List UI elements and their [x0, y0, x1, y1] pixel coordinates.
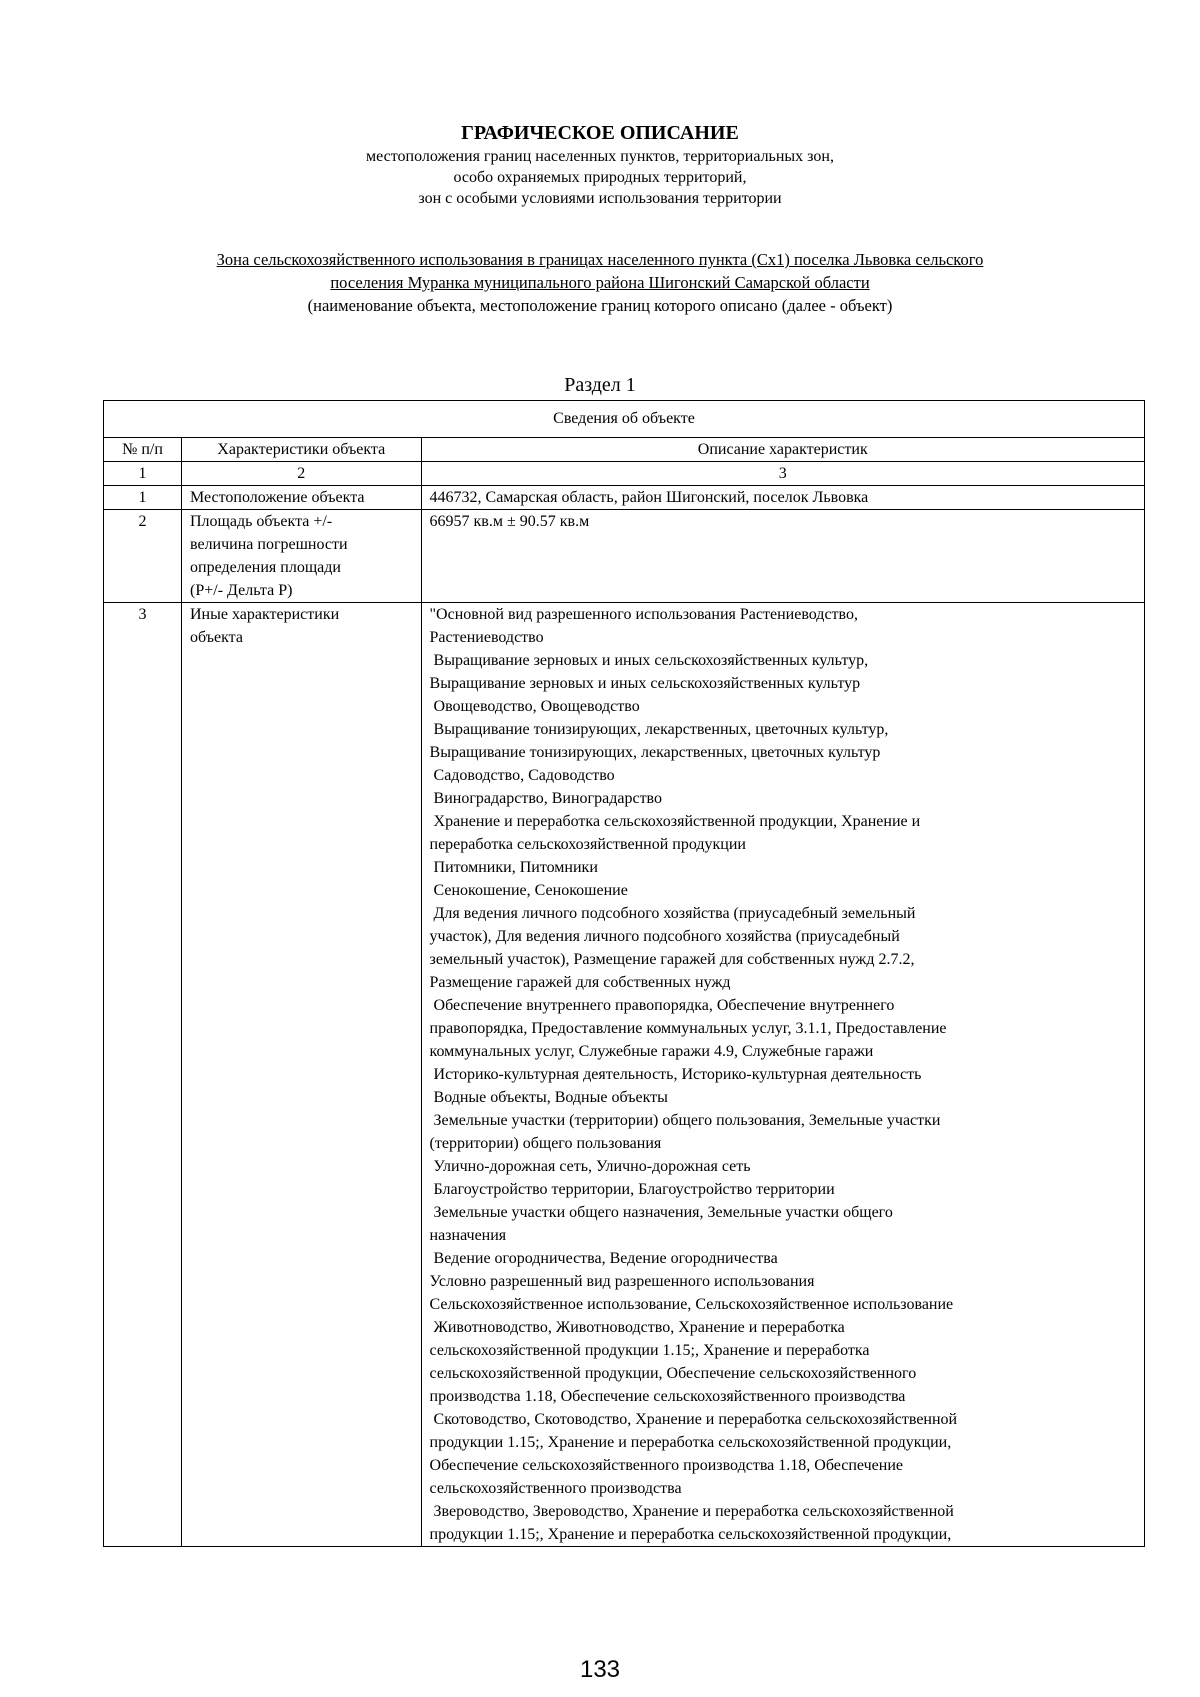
- row-description-line: (территории) общего пользования: [429, 1135, 662, 1152]
- object-name-note: (наименование объекта, местоположение границ которого описано (далее - объект): [307, 296, 893, 315]
- subtitle-line: зон с особыми условиями использования территории: [418, 190, 782, 207]
- row-description-line: Обеспечение внутреннего правопорядка, Обеспечение внутреннего: [429, 997, 895, 1014]
- row-description-line: Земельные участки общего назначения, Земельные участки общего: [429, 1204, 893, 1221]
- object-name-block: [0, 248, 1200, 317]
- row-description-line: Звероводство, Звероводство, Хранение и переработка сельскохозяйственной: [429, 1503, 954, 1520]
- row-number: 2: [104, 510, 182, 603]
- row-characteristic-line: Иные характеристики: [190, 606, 340, 623]
- row-description-line: правопорядка, Предоставление коммунальных услуг, 3.1.1, Предоставление: [429, 1020, 947, 1037]
- row-description-line: Улично-дорожная сеть, Улично-дорожная сеть: [429, 1158, 751, 1175]
- row-description-line: 66957 кв.м ± 90.57 кв.м: [429, 513, 590, 530]
- row-description-line: Земельные участки (территории) общего пользования, Земельные участки: [429, 1112, 941, 1129]
- row-characteristic: [182, 486, 422, 510]
- row-description-line: сельскохозяйственного производства: [429, 1480, 682, 1497]
- object-name-line: поселения Муранка муниципального района Шигонский Самарской области: [330, 273, 870, 292]
- row-description-line: назначения: [429, 1227, 507, 1244]
- column-number: 2: [182, 462, 422, 486]
- column-header-description: Описание характеристик: [421, 438, 1144, 462]
- row-description-line: Хранение и переработка сельскохозяйственной продукции, Хранение и: [429, 813, 921, 830]
- row-description-line: Обеспечение сельскохозяйственного производства 1.18, Обеспечение: [429, 1457, 903, 1474]
- object-info-table: [103, 400, 1145, 1547]
- row-description-line: коммунальных услуг, Служебные гаражи 4.9, Служебные гаражи: [429, 1043, 874, 1060]
- row-description-line: переработка сельскохозяйственной продукции: [429, 836, 746, 853]
- row-number: 1: [104, 486, 182, 510]
- row-description-line: Сенокошение, Сенокошение: [429, 882, 628, 899]
- row-description-line: 446732, Самарская область, район Шигонский, поселок Львовка: [429, 489, 869, 506]
- row-description-line: Скотоводство, Скотоводство, Хранение и переработка сельскохозяйственной: [429, 1411, 958, 1428]
- row-description-line: Животноводство, Животноводство, Хранение и переработка: [429, 1319, 845, 1336]
- row-description: [421, 510, 1144, 603]
- table-caption: Сведения об объекте: [104, 401, 1145, 438]
- table-row: [104, 510, 1145, 603]
- row-description-line: сельскохозяйственной продукции 1.15;, Хранение и переработка: [429, 1342, 870, 1359]
- row-characteristic-line: (P+/- Дельта P): [190, 582, 293, 599]
- table-header-row: [104, 438, 1145, 462]
- document-title: ГРАФИЧЕСКОЕ ОПИСАНИЕ: [461, 122, 739, 144]
- row-description-line: земельный участок), Размещение гаражей для собственных нужд 2.7.2,: [429, 951, 915, 968]
- column-number-row: [104, 462, 1145, 486]
- row-description-line: Выращивание тонизирующих, лекарственных, цветочных культур: [429, 744, 881, 761]
- row-description-line: Сельскохозяйственное использование, Сельскохозяйственное использование: [429, 1296, 954, 1313]
- column-header-number: № п/п: [104, 438, 182, 462]
- table-row: [104, 603, 1145, 1547]
- row-characteristic-line: величина погрешности: [190, 536, 348, 553]
- row-description-line: Растениеводство: [429, 629, 544, 646]
- object-name-line: Зона сельскохозяйственного использования в границах населенного пункта (Сх1) поселка Львовка сельского: [216, 250, 984, 269]
- column-number: 1: [104, 462, 182, 486]
- table-row: [104, 486, 1145, 510]
- subtitle-line: особо охраняемых природных территорий,: [453, 169, 747, 186]
- row-description-line: продукции 1.15;, Хранение и переработка сельскохозяйственной продукции,: [429, 1526, 952, 1543]
- document-header: [0, 120, 1200, 209]
- row-description-line: Выращивание тонизирующих, лекарственных, цветочных культур,: [429, 721, 889, 738]
- row-description-line: Размещение гаражей для собственных нужд: [429, 974, 731, 991]
- row-description-line: "Основной вид разрешенного использования Растениеводство,: [429, 606, 858, 623]
- row-characteristic-line: определения площади: [190, 559, 341, 576]
- row-description-line: Ведение огородничества, Ведение огородничества: [429, 1250, 778, 1267]
- page-number: 133: [579, 1656, 621, 1683]
- row-characteristic: [182, 603, 422, 1547]
- row-characteristic: [182, 510, 422, 603]
- row-description-line: Овощеводство, Овощеводство: [429, 698, 640, 715]
- row-description-line: участок), Для ведения личного подсобного хозяйства (приусадебный: [429, 928, 900, 945]
- row-characteristic-line: объекта: [190, 629, 243, 646]
- column-number: 3: [421, 462, 1144, 486]
- row-characteristic-line: Местоположение объекта: [190, 489, 365, 506]
- row-description-line: Выращивание зерновых и иных сельскохозяйственных культур,: [429, 652, 869, 669]
- section-title: Раздел 1: [564, 374, 636, 396]
- row-description-line: Виноградарство, Виноградарство: [429, 790, 662, 807]
- row-description-line: Садоводство, Садоводство: [429, 767, 615, 784]
- row-number: 3: [104, 603, 182, 1547]
- row-description: [421, 603, 1144, 1547]
- row-description-line: Выращивание зерновых и иных сельскохозяйственных культур: [429, 675, 861, 692]
- row-description: [421, 486, 1144, 510]
- row-description-line: сельскохозяйственной продукции, Обеспечение сельскохозяйственного: [429, 1365, 917, 1382]
- row-description-line: Историко-культурная деятельность, Историко-культурная деятельность: [429, 1066, 922, 1083]
- row-description-line: Благоустройство территории, Благоустройство территории: [429, 1181, 835, 1198]
- row-description-line: Для ведения личного подсобного хозяйства (приусадебный земельный: [429, 905, 916, 922]
- subtitle-line: местоположения границ населенных пунктов, территориальных зон,: [366, 148, 834, 165]
- row-description-line: Питомники, Питомники: [429, 859, 598, 876]
- row-characteristic-line: Площадь объекта +/-: [190, 513, 333, 530]
- row-description-line: Водные объекты, Водные объекты: [429, 1089, 668, 1106]
- column-header-characteristic: Характеристики объекта: [182, 438, 422, 462]
- row-description-line: продукции 1.15;, Хранение и переработка сельскохозяйственной продукции,: [429, 1434, 952, 1451]
- row-description-line: производства 1.18, Обеспечение сельскохозяйственного производства: [429, 1388, 906, 1405]
- row-description-line: Условно разрешенный вид разрешенного использования: [429, 1273, 815, 1290]
- table-caption-row: [104, 401, 1145, 438]
